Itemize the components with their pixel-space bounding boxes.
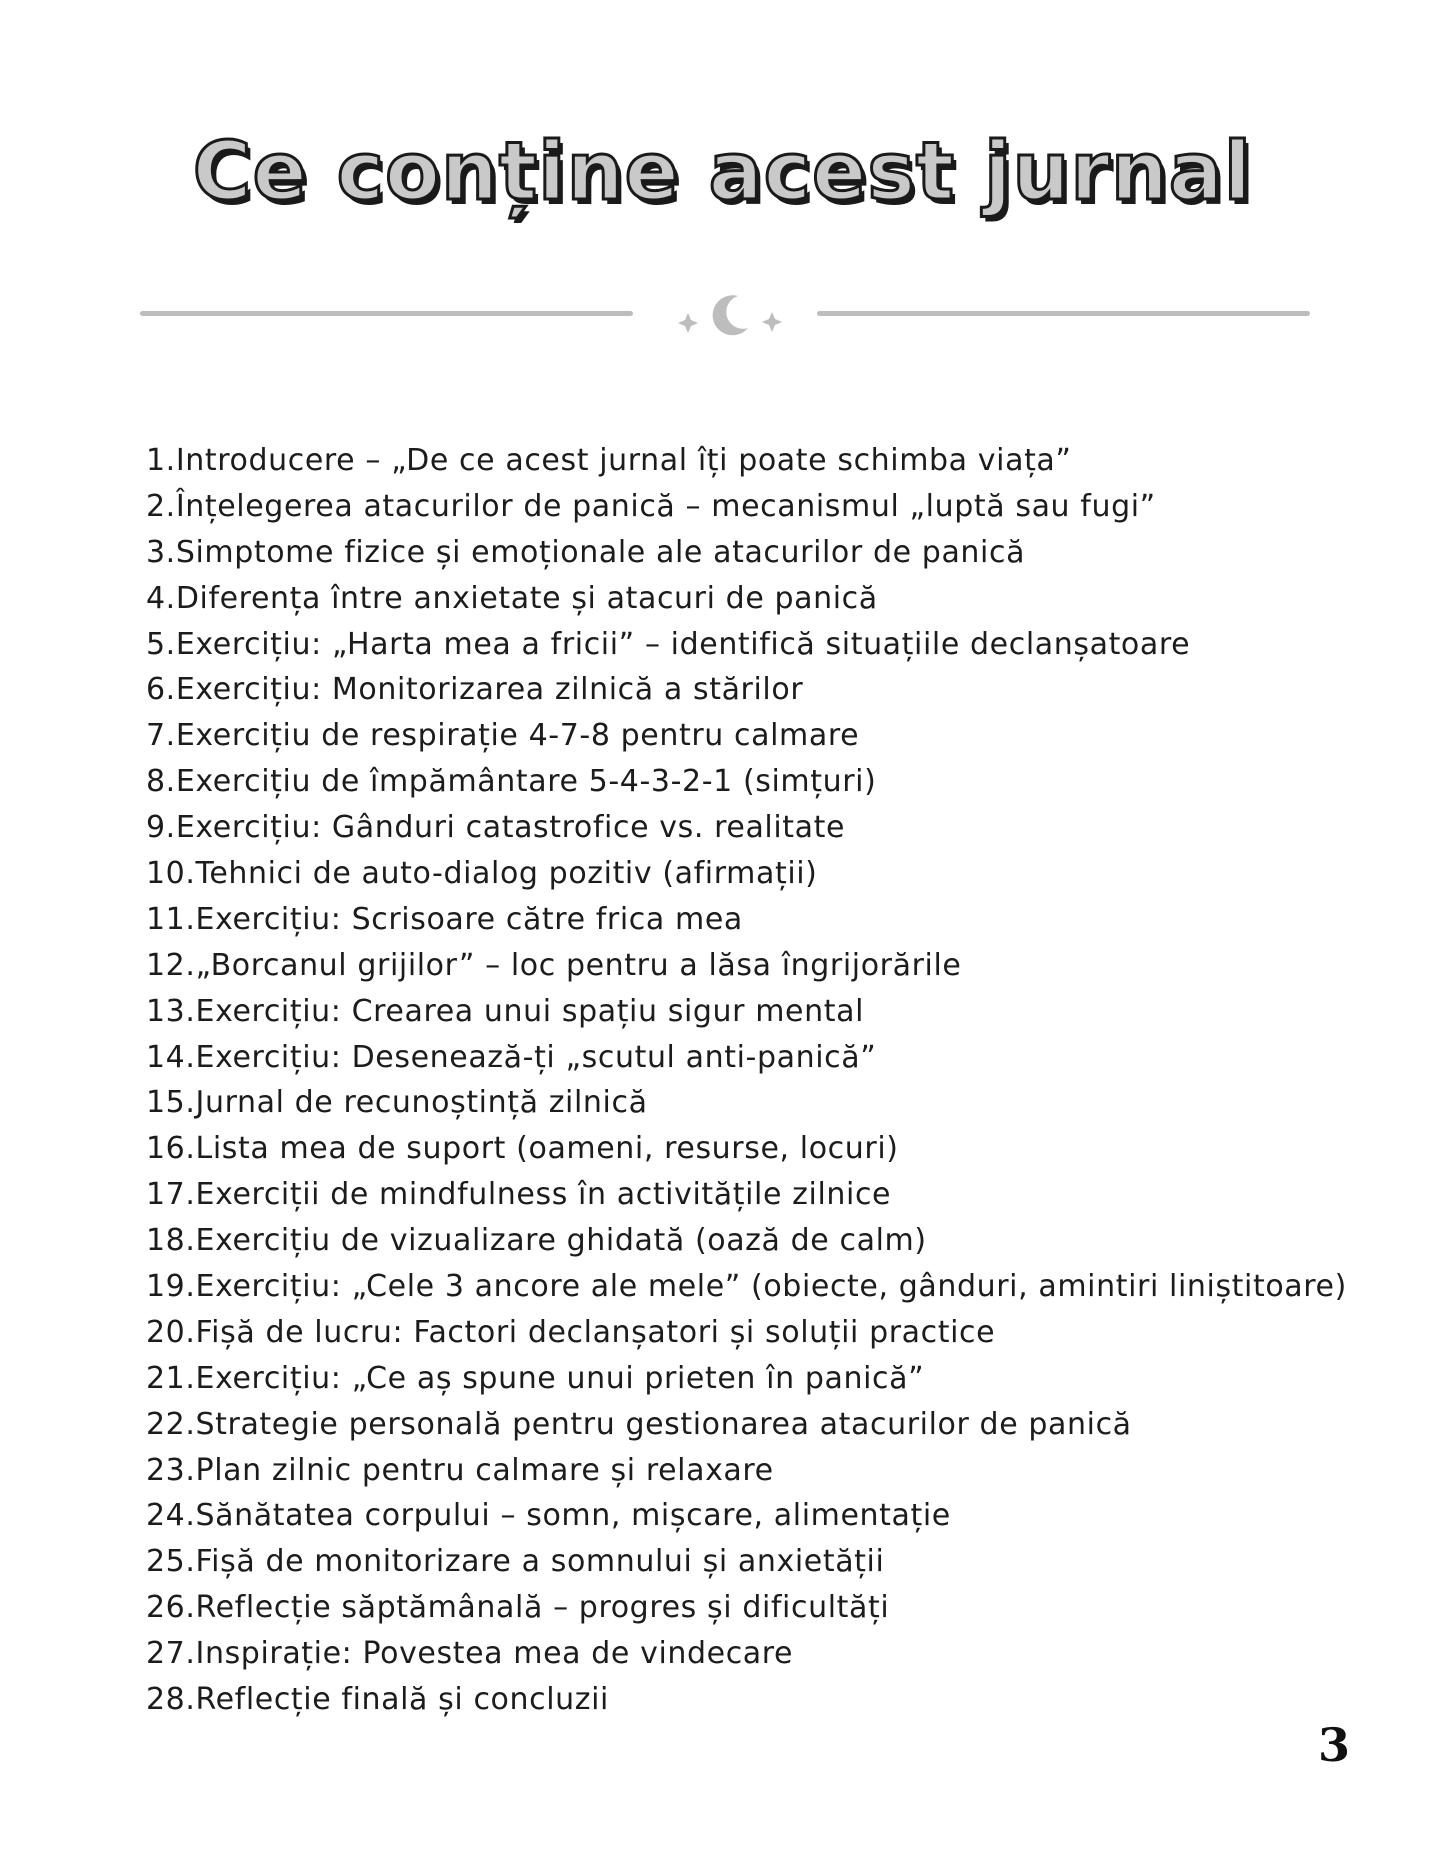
toc-item: 15.Jurnal de recunoștință zilnică — [146, 1085, 648, 1121]
toc-item: 3.Simptome fizice și emoționale ale atacurilor de panică — [146, 534, 1026, 570]
toc-item: 22.Strategie personală pentru gestionarea atacurilor de panică — [146, 1406, 1132, 1442]
toc-item: 27.Inspirație: Povestea mea de vindecare — [146, 1636, 794, 1672]
toc-item: 24.Sănătatea corpului – somn, mișcare, alimentație — [146, 1498, 951, 1534]
toc-item: 17.Exerciții de mindfulness în activitățile zilnice — [146, 1177, 892, 1213]
toc-item: 28.Reflecție finală și concluzii — [146, 1682, 609, 1718]
toc-item: 16.Lista mea de suport (oameni, resurse, locuri) — [146, 1131, 899, 1167]
moon-stars-icon — [660, 282, 790, 342]
table-of-contents — [146, 438, 1396, 1723]
toc-item: 9.Exercițiu: Gânduri catastrofice vs. realitate — [146, 810, 846, 846]
toc-item: 1.Introducere – „De ce acest jurnal îți poate schimba viața” — [146, 443, 1072, 478]
toc-item: 25.Fișă de monitorizare a somnului și anxietății — [146, 1544, 885, 1580]
toc-item: 7.Exercițiu de respirație 4-7-8 pentru calmare — [146, 718, 860, 754]
toc-item: 2.Înțelegerea atacurilor de panică – mecanismul „luptă sau fugi” — [146, 488, 1156, 524]
toc-item: 6.Exercițiu: Monitorizarea zilnică a stărilor — [146, 672, 804, 708]
toc-item: 4.Diferența între anxietate și atacuri de panică — [146, 580, 878, 616]
page-title: Ce conține acest jurnal — [192, 124, 1253, 218]
ornamental-divider — [140, 282, 1310, 342]
toc-item: 23.Plan zilnic pentru calmare și relaxare — [146, 1452, 774, 1488]
toc-item: 20.Fișă de lucru: Factori declanșatori și soluții practice — [146, 1314, 996, 1350]
toc-item: 8.Exercițiu de împământare 5-4-3-2-1 (simțuri) — [146, 764, 877, 800]
toc-item: 18.Exercițiu de vizualizare ghidată (oază de calm) — [146, 1223, 927, 1259]
toc-item: 14.Exercițiu: Desenează-ți „scutul anti-panică” — [146, 1039, 877, 1075]
toc-item: 10.Tehnici de auto-dialog pozitiv (afirmații) — [146, 856, 818, 892]
divider-line-left — [140, 311, 633, 316]
toc-item: 26.Reflecție săptămânală – progres și dificultăți — [146, 1590, 890, 1626]
toc-item: 21.Exercițiu: „Ce aș spune unui prieten în panică” — [146, 1360, 925, 1396]
page-number: 3 — [1317, 1718, 1350, 1772]
toc-item: 5.Exercițiu: „Harta mea a fricii” – identifică situațiile declanșatoare — [146, 626, 1191, 662]
toc-item: 13.Exercițiu: Crearea unui spațiu sigur mental — [146, 993, 865, 1029]
toc-item: 19.Exercițiu: „Cele 3 ancore ale mele” (obiecte, gânduri, amintiri liniștitoare) — [146, 1269, 1347, 1305]
toc-item: 11.Exercițiu: Scrisoare către frica mea — [146, 901, 743, 937]
divider-line-right — [817, 311, 1310, 316]
toc-item: 12.„Borcanul grijilor” – loc pentru a lăsa îngrijorările — [146, 947, 962, 983]
